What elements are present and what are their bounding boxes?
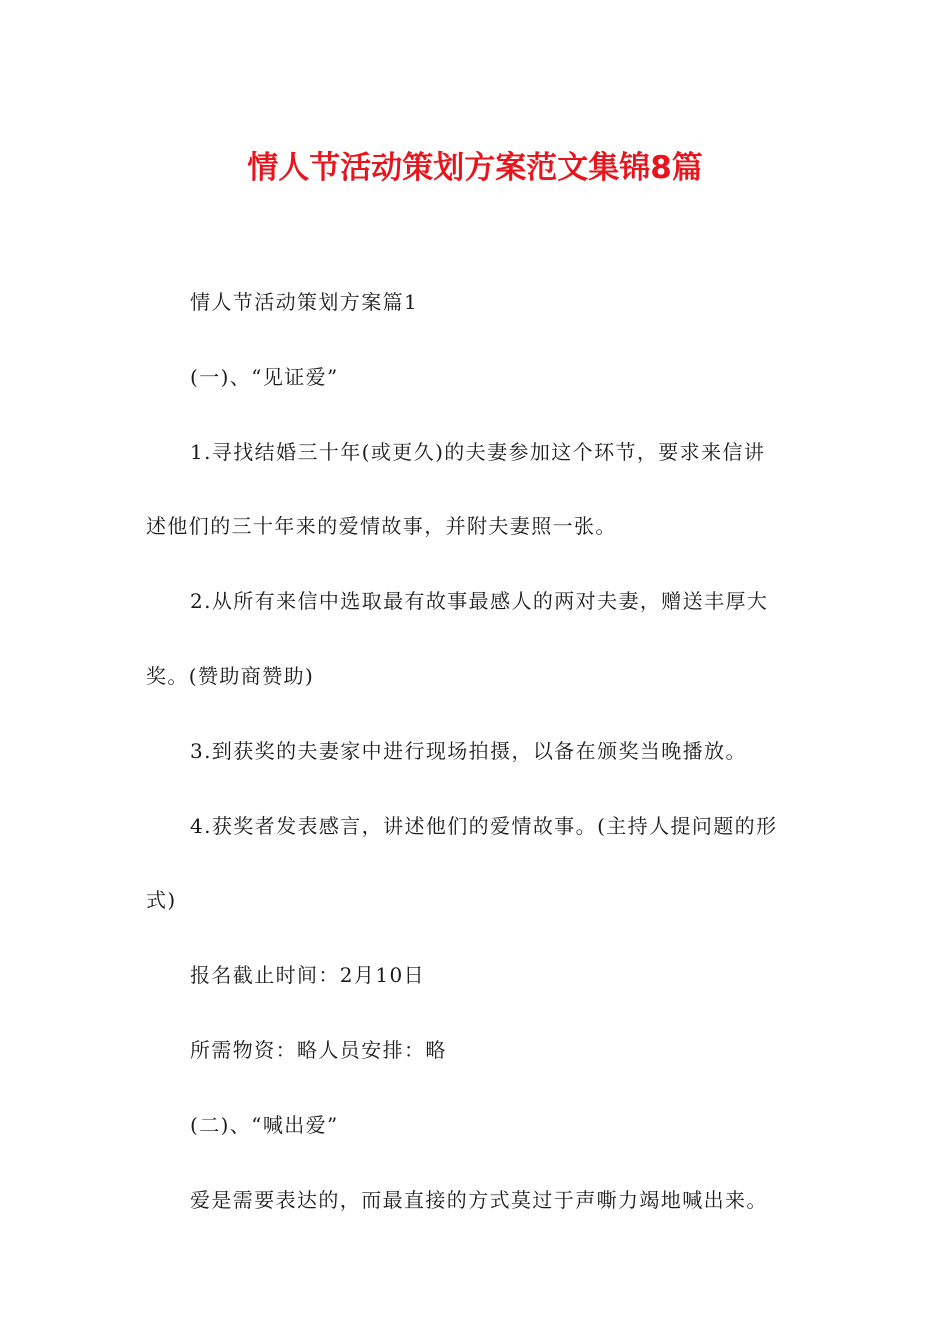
document-title: 情人节活动策划方案范文集锦8篇 bbox=[247, 150, 703, 186]
paragraph-line: 4.获奖者发表感言，讲述他们的爱情故事。(主持人提问题的形 bbox=[190, 813, 778, 838]
subsection-heading: (二)、“喊出爱” bbox=[190, 1112, 339, 1137]
subsection-heading: (一)、“见证爱” bbox=[190, 364, 339, 389]
section-heading: 情人节活动策划方案篇1 bbox=[190, 290, 419, 314]
deadline-line: 报名截止时间：2月10日 bbox=[190, 963, 425, 988]
paragraph-line: 3.到获奖的夫妻家中进行现场拍摄，以备在颁奖当晚播放。 bbox=[190, 738, 747, 763]
paragraph-line: 奖。(赞助商赞助) bbox=[146, 663, 315, 688]
paragraph-line: 1.寻找结婚三十年(或更久)的夫妻参加这个环节，要求来信讲 bbox=[190, 439, 766, 464]
document-body bbox=[146, 277, 806, 1249]
paragraph-line: 2.从所有来信中选取最有故事最感人的两对夫妻，赠送丰厚大 bbox=[190, 589, 769, 614]
paragraph-line: 式) bbox=[146, 888, 177, 913]
paragraph-line: 爱是需要表达的，而最直接的方式莫过于声嘶力竭地喊出来。 bbox=[190, 1187, 768, 1212]
materials-line: 所需物资：略人员安排：略 bbox=[190, 1037, 447, 1062]
paragraph-line: 述他们的三十年来的爱情故事，并附夫妻照一张。 bbox=[146, 514, 617, 539]
